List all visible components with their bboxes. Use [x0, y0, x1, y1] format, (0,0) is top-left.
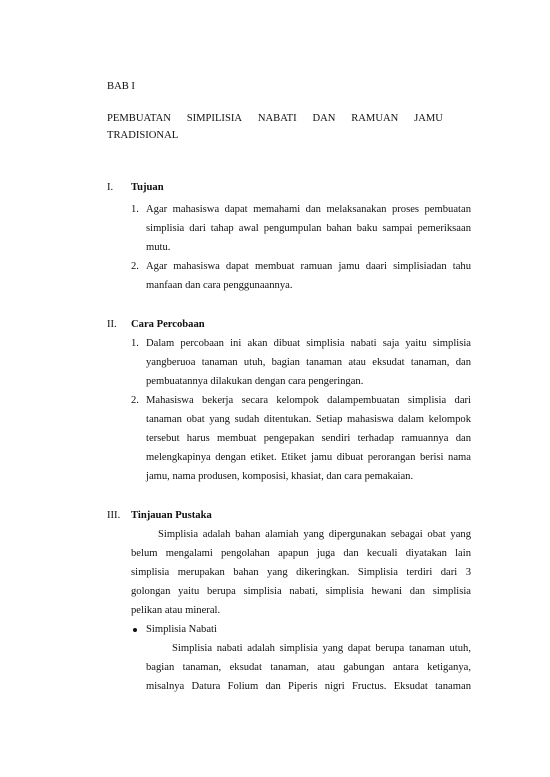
section-heading: Cara Percobaan	[131, 319, 205, 330]
list-item-line: tersebut harus membuat pengepakan sendiri terhadap ramuannya dan	[146, 433, 471, 444]
section-number: I.	[107, 182, 114, 193]
section-heading: Tujuan	[131, 182, 164, 193]
title-word: DAN	[312, 113, 336, 124]
list-item-line: tanaman obat yang sudah ditentukan. Setiap mahasiswa dalam kelompok	[146, 414, 471, 425]
list-item-line: pembuatannya dilakukan dengan cara pengeringan.	[146, 376, 364, 387]
title-word: PEMBUATAN	[107, 113, 171, 124]
paragraph-line: misalnya Datura Folium dan Piperis nigri Fructus. Eksudat tanaman	[146, 681, 471, 692]
paragraph-line: simplisia merupakan bahan yang dikeringkan. Simplisia terdiri dari 3	[131, 567, 471, 578]
paragraph-line: pelikan atau mineral.	[131, 605, 221, 616]
paragraph-line: bagian tanaman, eksudat tanaman, atau gabungan antara ketiganya,	[146, 662, 471, 673]
list-item-line: Agar mahasiswa dapat membuat ramuan jamu daari simplisiadan tahu	[146, 261, 471, 272]
list-item-line: manfaan dan cara penggunaannya.	[146, 280, 293, 291]
bullet-dot-icon	[133, 628, 137, 632]
chapter-label: BAB I	[107, 81, 135, 92]
list-item-number: 1.	[131, 204, 139, 215]
list-item-number: 1.	[131, 338, 139, 349]
list-item-number: 2.	[131, 261, 139, 272]
section-heading: Tinjauan Pustaka	[131, 510, 212, 521]
paragraph-line: golongan yaitu berupa simplisia nabati, simplisia hewani dan simplisia	[131, 586, 471, 597]
title-line-2: TRADISIONAL	[107, 130, 179, 141]
title-word: JAMU	[414, 113, 443, 124]
title-word: RAMUAN	[351, 113, 399, 124]
bullet-label: Simplisia Nabati	[146, 624, 217, 635]
section-number: II.	[107, 319, 117, 330]
list-item-line: Dalam percobaan ini akan dibuat simplisia nabati saja yaitu simplisia	[146, 338, 471, 349]
list-item-line: melengkapinya dengan etiket. Etiket jamu dibuat perorangan berisi nama	[146, 452, 471, 463]
list-item-line: mutu.	[146, 242, 171, 253]
list-item-line: Mahasiswa bekerja secara kelompok dalampembuatan simplisia dari	[146, 395, 471, 406]
list-item-line: jamu, nama produsen, komposisi, khasiat, dan cara pemakaian.	[146, 471, 414, 482]
paragraph-line: belum mengalami pengolahan apapun juga dan kecuali diyatakan lain	[131, 548, 471, 559]
list-item-line: Agar mahasiswa dapat memahami dan melaksanakan proses pembuatan	[146, 204, 471, 215]
paragraph-line: Simplisia nabati adalah simplisia yang dapat berupa tanaman utuh,	[172, 643, 471, 654]
paragraph-line: Simplisia adalah bahan alamiah yang dipergunakan sebagai obat yang	[158, 529, 471, 540]
title-word: SIMPILISIA	[186, 113, 243, 124]
list-item-line: simplisia dari tahap awal pengumpulan bahan baku sampai pemeriksaan	[146, 223, 471, 234]
title-line-1	[107, 112, 443, 125]
list-item-line: yangberuoa tanaman utuh, bagian tanaman atau eksudat tanaman, dan	[146, 357, 471, 368]
title-word: NABATI	[257, 113, 297, 124]
section-number: III.	[107, 510, 121, 521]
list-item-number: 2.	[131, 395, 139, 406]
